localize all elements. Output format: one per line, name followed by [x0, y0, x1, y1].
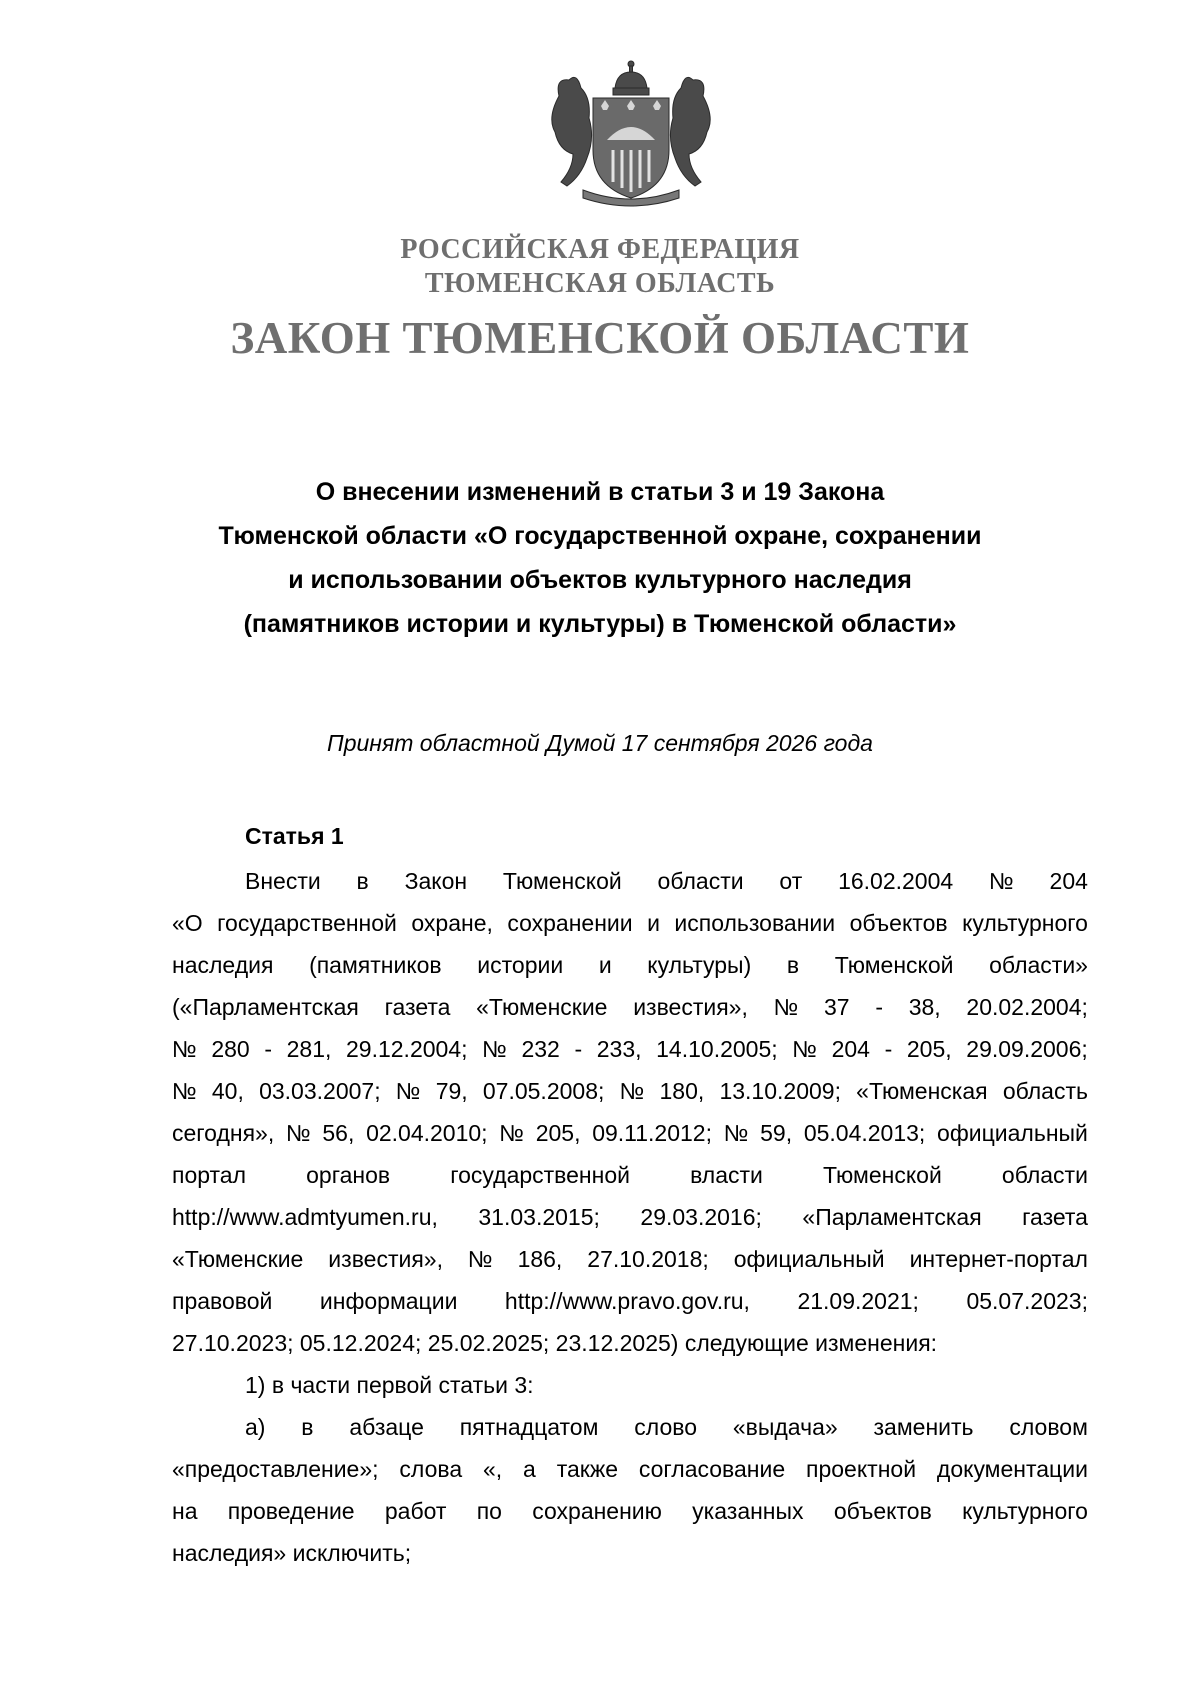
text-line	[172, 902, 1088, 944]
word: использовании	[674, 910, 836, 936]
word: 13.10.2009;	[719, 1078, 841, 1104]
word: в	[786, 952, 800, 978]
word: («Парламентская	[172, 994, 359, 1020]
word: 186,	[517, 1246, 563, 1272]
text-line	[172, 1490, 1088, 1532]
word: 205,	[906, 1036, 952, 1062]
text-line	[172, 1070, 1088, 1112]
word: Закон	[404, 868, 468, 894]
word: №	[395, 1078, 421, 1104]
text-line: 27.10.2023; 05.12.2024; 25.02.2025; 23.12.2025) следующие изменения:	[172, 1330, 938, 1356]
word: проектной	[806, 1456, 917, 1482]
word: 38,	[908, 994, 941, 1020]
word: 204	[831, 1036, 870, 1062]
word: государственной	[450, 1162, 630, 1188]
word: 79,	[435, 1078, 468, 1104]
word: 40,	[211, 1078, 244, 1104]
law-title-line: (памятников истории и культуры) в Тюменской области»	[243, 610, 957, 638]
word: область	[1002, 1078, 1088, 1104]
word: №	[989, 868, 1014, 894]
word: №	[482, 1036, 507, 1062]
word: информации	[319, 1288, 458, 1314]
word: культурного	[962, 910, 1088, 936]
word: охране,	[411, 910, 493, 936]
word: №	[619, 1078, 645, 1104]
word: а	[523, 1456, 536, 1482]
word: 09.11.2012;	[592, 1120, 712, 1146]
word: 233,	[596, 1036, 642, 1062]
word: известия»,	[633, 994, 748, 1020]
text-line	[172, 1196, 1088, 1238]
word: и	[598, 952, 612, 978]
law-title-line: О внесении изменений в статьи 3 и 19 Закона	[315, 478, 885, 506]
law-title	[0, 470, 1200, 646]
word: 205,	[535, 1120, 581, 1146]
text-line	[172, 1112, 1088, 1154]
word: «Тюменская	[856, 1078, 988, 1104]
word: официальный	[733, 1246, 885, 1272]
word: «Парламентская	[802, 1204, 982, 1230]
text-line	[172, 1448, 1088, 1490]
word: на	[172, 1498, 198, 1524]
word: согласование	[638, 1456, 786, 1482]
word: -	[884, 1036, 893, 1062]
word: газета	[384, 994, 451, 1020]
word: 16.02.2004	[838, 868, 954, 894]
word: слово	[634, 1414, 697, 1440]
word: №	[723, 1120, 749, 1146]
text-line: наследия» исключить;	[172, 1540, 412, 1566]
text-line	[172, 944, 1088, 986]
word: словом	[1009, 1414, 1088, 1440]
word: http://www.pravo.gov.ru,	[504, 1288, 750, 1314]
text-line	[172, 1406, 1088, 1448]
word: 31.03.2015;	[478, 1204, 600, 1230]
word: 20.02.2004;	[966, 994, 1088, 1020]
word: культурного	[962, 1498, 1088, 1524]
article-heading: Статья 1	[245, 823, 344, 849]
word: -	[875, 994, 883, 1020]
word: известия»,	[328, 1246, 443, 1272]
word: пятнадцатом	[459, 1414, 599, 1440]
law-type-heading: ЗАКОН ТЮМЕНСКОЙ ОБЛАСТИ	[230, 313, 970, 363]
word: сегодня»,	[172, 1120, 275, 1146]
text-line: 1) в части первой статьи 3:	[245, 1372, 534, 1398]
word: «Тюменские	[476, 994, 608, 1020]
word: наследия	[172, 952, 274, 978]
word: 14.10.2005;	[656, 1036, 778, 1062]
text-line	[172, 986, 1088, 1028]
word: 29.09.2006;	[966, 1036, 1088, 1062]
word: Внести	[245, 868, 321, 894]
word: по	[476, 1498, 502, 1524]
word: в	[356, 868, 369, 894]
word: и	[647, 910, 660, 936]
word: Тюменской	[502, 868, 622, 894]
word: «,	[482, 1456, 503, 1482]
word: -	[264, 1036, 272, 1062]
country-heading: РОССИЙСКАЯ ФЕДЕРАЦИЯ	[400, 234, 800, 265]
word: газета	[1022, 1204, 1088, 1230]
coat-of-arms-emblem	[537, 58, 725, 208]
word: -	[574, 1036, 583, 1062]
word: №	[172, 1036, 197, 1062]
text-line	[172, 1238, 1088, 1280]
word: области»	[989, 952, 1088, 978]
word: государственной	[217, 910, 397, 936]
word: №	[499, 1120, 524, 1146]
word: №	[792, 1036, 817, 1062]
word: портал	[172, 1162, 247, 1188]
word: 27.10.2018;	[587, 1246, 709, 1272]
word: 21.09.2021;	[797, 1288, 919, 1314]
word: области	[1001, 1162, 1088, 1188]
word: проведение	[227, 1498, 355, 1524]
word: 05.04.2013;	[803, 1120, 926, 1146]
word: официальный	[937, 1120, 1088, 1146]
word: №	[172, 1078, 197, 1104]
word: 281,	[286, 1036, 332, 1062]
word: истории	[477, 952, 564, 978]
word: Тюменской	[823, 1162, 942, 1188]
word: а)	[245, 1414, 266, 1440]
word: http://www.admtyumen.ru,	[172, 1204, 438, 1230]
word: 280	[211, 1036, 250, 1062]
word: интернет-портал	[909, 1246, 1088, 1272]
region-heading: ТЮМЕНСКАЯ ОБЛАСТЬ	[424, 268, 776, 299]
word: культуры)	[647, 952, 752, 978]
word: №	[467, 1246, 493, 1272]
word: документации	[936, 1456, 1088, 1482]
law-title-line: и использовании объектов культурного наследия	[288, 566, 912, 594]
word: 56,	[322, 1120, 355, 1146]
word: 05.07.2023;	[966, 1288, 1088, 1314]
word: «Тюменские	[172, 1246, 304, 1272]
adoption-note: Принят областной Думой 17 сентября 2026 года	[327, 730, 873, 756]
text-line	[172, 1154, 1088, 1196]
word: (памятников	[309, 952, 442, 978]
word: 37	[824, 994, 850, 1020]
word: сохранении	[507, 910, 633, 936]
word: №	[285, 1120, 311, 1146]
word: объектов	[849, 910, 948, 936]
word: 59,	[760, 1120, 793, 1146]
word: заменить	[873, 1414, 974, 1440]
word: сохранению	[532, 1498, 662, 1524]
word: №	[773, 994, 799, 1020]
word: 29.03.2016;	[640, 1204, 762, 1230]
word: области	[657, 868, 744, 894]
text-line	[172, 860, 1088, 902]
text-line	[172, 1280, 1088, 1322]
word: указанных	[692, 1498, 804, 1524]
word: 180,	[659, 1078, 705, 1104]
word: абзаце	[349, 1414, 424, 1440]
word: в	[301, 1414, 314, 1440]
word: также	[556, 1456, 618, 1482]
word: органов	[306, 1162, 391, 1188]
word: власти	[690, 1162, 763, 1188]
word: работ	[384, 1498, 447, 1524]
word: «О	[172, 910, 203, 936]
word: слова	[399, 1456, 463, 1482]
word: 03.03.2007;	[259, 1078, 381, 1104]
word: от	[779, 868, 803, 894]
word: «предоставление»;	[172, 1456, 379, 1482]
word: Тюменской	[834, 952, 954, 978]
article-text	[172, 860, 1088, 1574]
text-line	[172, 1028, 1088, 1070]
word: правовой	[172, 1288, 273, 1314]
law-title-line: Тюменской области «О государственной охране, сохранении	[218, 522, 982, 550]
word: 232	[521, 1036, 560, 1062]
word: объектов	[833, 1498, 932, 1524]
word: 02.04.2010;	[366, 1120, 488, 1146]
word: 29.12.2004;	[346, 1036, 468, 1062]
word: 204	[1049, 868, 1088, 894]
word: 07.05.2008;	[482, 1078, 605, 1104]
word: «выдача»	[732, 1414, 838, 1440]
